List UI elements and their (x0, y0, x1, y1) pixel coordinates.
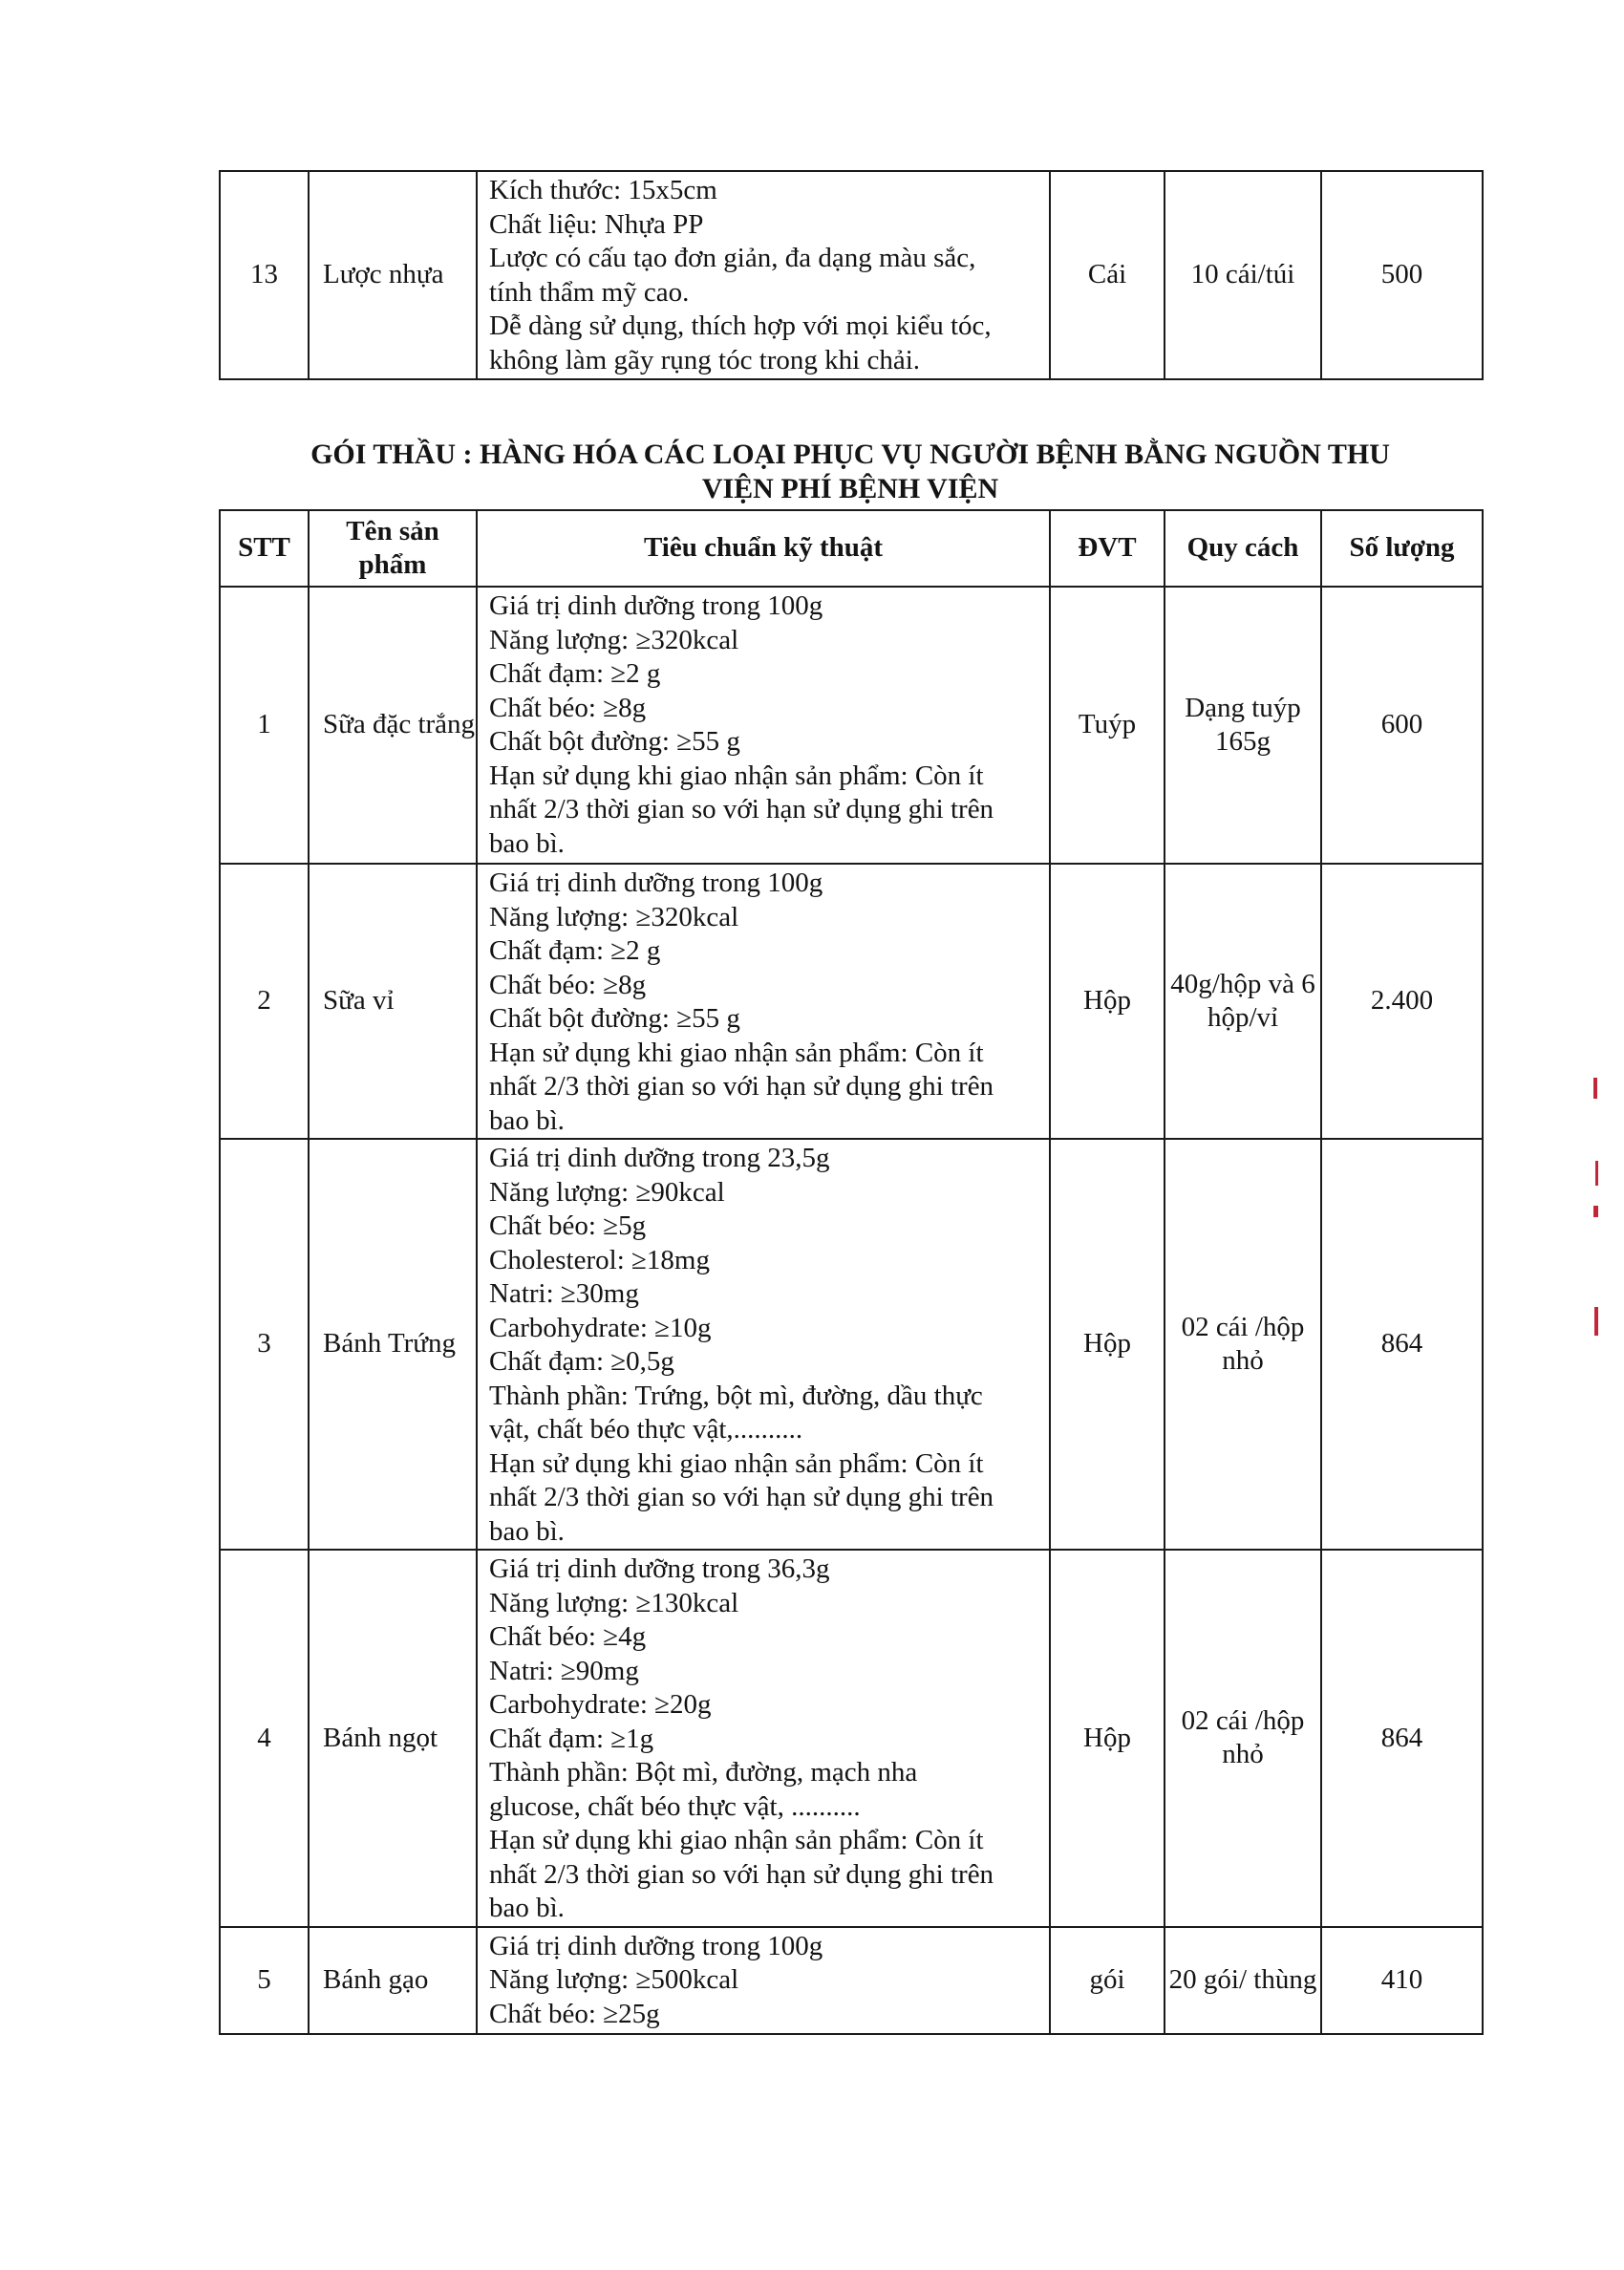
header-stt: STT (220, 510, 309, 587)
header-unit: ĐVT (1050, 510, 1165, 587)
spec-line: Năng lượng: ≥130kcal (489, 1587, 739, 1618)
spec-line: Carbohydrate: ≥20g (489, 1689, 712, 1720)
row-stt: 3 (220, 1139, 309, 1550)
row-unit: Tuýp (1050, 587, 1165, 864)
spec-line: bao bì. (489, 1893, 565, 1923)
spec-line: Chất béo: ≥8g (489, 692, 647, 723)
scan-edge-mark (1593, 1078, 1597, 1099)
row-product-name: Bánh Trứng (309, 1139, 477, 1550)
scan-edge-mark (1593, 1206, 1598, 1217)
scan-edge-mark (1594, 1307, 1598, 1336)
spec-line: Dễ dàng sử dụng, thích hợp với mọi kiểu tóc, (489, 311, 992, 341)
header-packing: Quy cách (1165, 510, 1321, 587)
header-quantity: Số lượng (1321, 510, 1483, 587)
row-packing: 02 cái /hộp nhỏ (1165, 1139, 1321, 1550)
row-packing: 10 cái/túi (1165, 171, 1321, 379)
section-heading-line-2: VIỆN PHÍ BỆNH VIỆN (701, 473, 999, 504)
row-unit: Hộp (1050, 1550, 1165, 1927)
table-row (220, 1139, 1483, 1550)
spec-line: Natri: ≥90mg (489, 1655, 639, 1686)
row-unit: Hộp (1050, 864, 1165, 1139)
row-product-name: Bánh ngọt (309, 1550, 477, 1927)
spec-line: Chất béo: ≥5g (489, 1210, 647, 1241)
table-row (220, 1927, 1483, 2034)
section-heading-line-1: GÓI THẦU : HÀNG HÓA CÁC LOẠI PHỤC VỤ NGƯỜI BỆNH BẰNG NGUỒN THU (310, 439, 1390, 470)
row-stt: 4 (220, 1550, 309, 1927)
section-heading (219, 438, 1482, 506)
spec-line: Năng lượng: ≥320kcal (489, 624, 739, 655)
row-unit: Hộp (1050, 1139, 1165, 1550)
spec-line: Chất béo: ≥4g (489, 1621, 647, 1652)
spec-line: Kích thước: 15x5cm (489, 175, 717, 205)
header-product-name: Tên sản phẩm (309, 510, 477, 587)
spec-line: Hạn sử dụng khi giao nhận sản phẩm: Còn ít (489, 1037, 984, 1068)
row-product-name: Sữa đặc trắng (309, 587, 477, 864)
spec-line: Chất đạm: ≥1g (489, 1723, 654, 1754)
spec-line: Natri: ≥30mg (489, 1278, 639, 1309)
row-packing: 02 cái /hộp nhỏ (1165, 1550, 1321, 1927)
row-quantity: 500 (1321, 171, 1483, 379)
row-spec (477, 1550, 1050, 1927)
spec-line: Giá trị dinh dưỡng trong 100g (489, 867, 823, 898)
row-spec (477, 587, 1050, 864)
spec-line: Thành phần: Trứng, bột mì, đường, dầu thực (489, 1380, 983, 1411)
header-spec: Tiêu chuẩn kỹ thuật (477, 510, 1050, 587)
spec-line: Năng lượng: ≥500kcal (489, 1964, 739, 1995)
spec-line: Chất béo: ≥8g (489, 969, 647, 1000)
spec-line: Hạn sử dụng khi giao nhận sản phẩm: Còn ít (489, 760, 984, 791)
spec-line: Lược có cấu tạo đơn giản, đa dạng màu sắc, (489, 243, 976, 273)
spec-line: glucose, chất béo thực vật, .......... (489, 1790, 861, 1822)
row-unit: Cái (1050, 171, 1165, 379)
spec-line: Chất đạm: ≥2 g (489, 935, 661, 966)
spec-line: Chất bột đường: ≥55 g (489, 726, 740, 757)
product-table (219, 509, 1484, 2035)
spec-line: Giá trị dinh dưỡng trong 36,3g (489, 1553, 830, 1584)
row-spec (477, 1927, 1050, 2034)
row-quantity: 864 (1321, 1139, 1483, 1550)
spec-line: Hạn sử dụng khi giao nhận sản phẩm: Còn ít (489, 1447, 984, 1479)
spec-line: tính thẩm mỹ cao. (489, 276, 690, 308)
row-quantity: 410 (1321, 1927, 1483, 2034)
row-unit: gói (1050, 1927, 1165, 2034)
row-stt: 5 (220, 1927, 309, 2034)
spec-line: nhất 2/3 thời gian so với hạn sử dụng ghi trên (489, 1858, 994, 1890)
spec-line: Giá trị dinh dưỡng trong 100g (489, 590, 823, 621)
spec-line: nhất 2/3 thời gian so với hạn sử dụng ghi trên (489, 794, 994, 824)
spec-line: Chất liệu: Nhựa PP (489, 208, 704, 240)
spec-line: Năng lượng: ≥320kcal (489, 901, 739, 932)
spec-line: bao bì. (489, 1104, 565, 1136)
row-product-name: Lược nhựa (309, 171, 477, 379)
spec-line: không làm gãy rụng tóc trong khi chải. (489, 344, 921, 375)
row-stt: 2 (220, 864, 309, 1139)
row-spec (477, 1139, 1050, 1550)
spec-line: Chất đạm: ≥0,5g (489, 1346, 674, 1377)
table-row (220, 1550, 1483, 1927)
spec-line: Hạn sử dụng khi giao nhận sản phẩm: Còn ít (489, 1825, 984, 1855)
table-row (220, 587, 1483, 864)
scan-edge-mark (1595, 1161, 1598, 1186)
spec-line: Cholesterol: ≥18mg (489, 1244, 710, 1275)
table-row (220, 171, 1483, 379)
spec-line: Carbohydrate: ≥10g (489, 1312, 712, 1343)
row-product-name: Sữa vỉ (309, 864, 477, 1139)
spec-line: Giá trị dinh dưỡng trong 23,5g (489, 1143, 830, 1173)
row-spec (477, 864, 1050, 1139)
spec-line: Thành phần: Bột mì, đường, mạch nha (489, 1757, 918, 1788)
spec-line: vật, chất béo thực vật,.......... (489, 1414, 803, 1445)
row-spec (477, 171, 1050, 379)
spec-line: bao bì. (489, 827, 565, 859)
spec-line: Năng lượng: ≥90kcal (489, 1176, 725, 1208)
row-packing: 40g/hộp và 6 hộp/vỉ (1165, 864, 1321, 1139)
row-quantity: 600 (1321, 587, 1483, 864)
continuation-table (219, 170, 1484, 380)
row-packing: 20 gói/ thùng (1165, 1927, 1321, 2034)
spec-line: nhất 2/3 thời gian so với hạn sử dụng ghi trên (489, 1482, 994, 1512)
row-stt: 13 (220, 171, 309, 379)
spec-line: Chất đạm: ≥2 g (489, 658, 661, 689)
row-product-name: Bánh gạo (309, 1927, 477, 2034)
row-packing: Dạng tuýp 165g (1165, 587, 1321, 864)
table-row (220, 864, 1483, 1139)
row-quantity: 864 (1321, 1550, 1483, 1927)
spec-line: bao bì. (489, 1515, 565, 1547)
spec-line: Chất bột đường: ≥55 g (489, 1003, 740, 1034)
spec-line: nhất 2/3 thời gian so với hạn sử dụng ghi trên (489, 1071, 994, 1102)
table-header-row (220, 510, 1483, 587)
row-quantity: 2.400 (1321, 864, 1483, 1139)
spec-line: Giá trị dinh dưỡng trong 100g (489, 1930, 823, 1961)
row-stt: 1 (220, 587, 309, 864)
spec-line: Chất béo: ≥25g (489, 1998, 660, 2029)
